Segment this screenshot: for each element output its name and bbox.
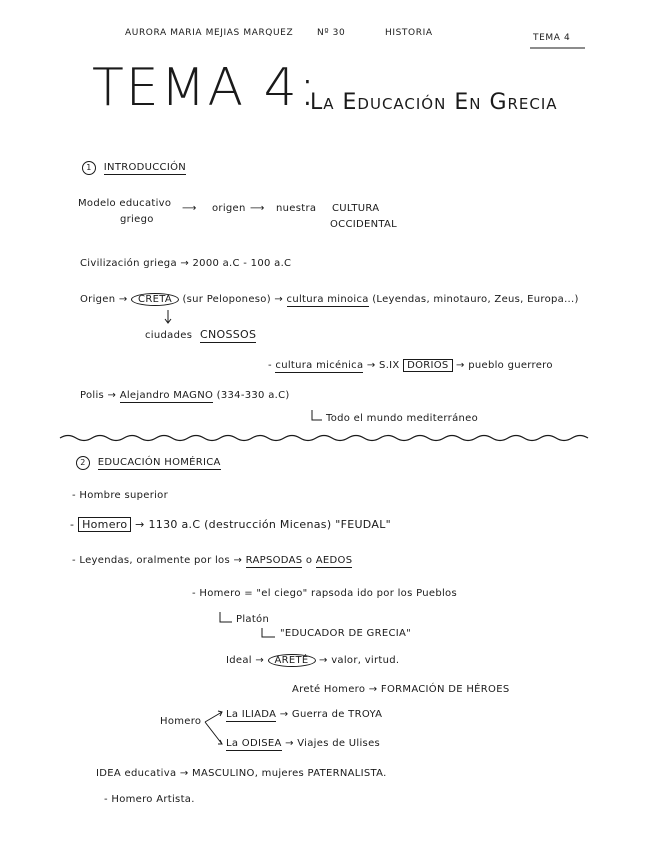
arrow: ⟶: [250, 203, 265, 214]
rapsodas: RAPSODAS: [245, 555, 303, 566]
dorios-boxed: DORIOS: [403, 359, 453, 372]
sur-peloponeso: (sur Peloponeso) →: [182, 294, 284, 305]
leyendas-note: (Leyendas, minotauro, Zeus, Europa...): [372, 294, 579, 305]
line-modelo: Modelo educativo: [78, 198, 172, 209]
section-title: INTRODUCCIÓN: [103, 162, 187, 173]
polis-hook-arrow: [312, 410, 322, 420]
line-odisea: [226, 738, 380, 749]
subject: HISTORIA: [385, 28, 433, 38]
section-number: 2: [76, 456, 90, 470]
line-iliada: [226, 709, 382, 720]
platon: Platón: [236, 614, 270, 625]
line-micenica: - cultura micénica → S.IX DORIOS → pueblo guerrero: [268, 360, 553, 371]
fechas: (334-330 a.C): [216, 390, 290, 401]
conjunction: o: [305, 555, 313, 566]
odisea: La ODISEA: [226, 738, 282, 749]
section-2-heading: [76, 455, 221, 470]
educador-hook-arrow: [262, 628, 275, 637]
homero-ciego: Homero = "el ciego" rapsoda ido por los Pueblos: [199, 588, 457, 599]
polis-label: Polis →: [80, 390, 117, 401]
homero-label: Homero: [160, 716, 202, 727]
line-homero-artista: - Homero Artista.: [104, 794, 195, 805]
page-title: TEMA 4:: [92, 58, 319, 118]
aedos: AEDOS: [315, 555, 353, 566]
creta-circled: CRETA: [131, 293, 179, 306]
cnossos: CNOSSOS: [200, 328, 257, 341]
line-ideal-arete: [226, 655, 399, 666]
line-idea-educativa: IDEA educativa → MASCULINO, mujeres PATERNALISTA.: [96, 768, 387, 779]
line-origen: origen: [212, 203, 246, 214]
platon-hook-arrow: [220, 612, 232, 622]
leyendas-oral: Leyendas, oralmente por los →: [79, 555, 243, 566]
page-subtitle: La Educación En Grecia: [310, 90, 558, 115]
hombre-superior: Hombre superior: [79, 490, 169, 501]
cultura-minoica: cultura minoica: [286, 294, 369, 305]
student-number: Nº 30: [317, 28, 346, 38]
line-hombre-superior: - Hombre superior: [72, 490, 169, 501]
section-number: 1: [82, 161, 96, 175]
line-homero-ciego: - Homero = "el ciego" rapsoda ido por los Pueblos: [192, 588, 457, 599]
ideal-label: Ideal →: [226, 655, 265, 666]
iliada: La ILIADA: [226, 709, 277, 720]
arete-circled: ARETÉ: [268, 654, 316, 667]
homero-branch-arrow: [205, 711, 222, 744]
homero-boxed: Homero: [78, 517, 131, 532]
line-cultura: CULTURA: [332, 203, 380, 214]
tema-tag: TEMA 4: [533, 33, 571, 43]
origen-label: Origen →: [80, 294, 128, 305]
line-arete-homero: Areté Homero → FORMACIÓN DE HÉROES: [292, 684, 510, 695]
line-leyendas: - Leyendas, oralmente por los → RAPSODAS o AEDOS: [72, 555, 353, 566]
section-1-heading: [82, 160, 186, 175]
cultura-micenica: cultura micénica: [275, 360, 364, 371]
line-origen-creta: [80, 294, 579, 305]
guerra-troya: → Guerra de TROYA: [279, 709, 383, 720]
section-title: EDUCACIÓN HOMÉRICA: [97, 457, 221, 468]
line-civilizacion: Civilización griega → 2000 a.C - 100 a.C: [80, 258, 292, 269]
ciudades-label: ciudades: [145, 330, 193, 341]
mediterraneo: Todo el mundo mediterráneo: [326, 413, 479, 424]
viajes-ulises: → Viajes de Ulises: [285, 738, 381, 749]
pueblo-guerrero: → pueblo guerrero: [456, 360, 553, 371]
alejandro-magno: Alejandro MAGNO: [119, 390, 214, 401]
educador-grecia: "EDUCADOR DE GRECIA": [280, 628, 412, 639]
arrow: ⟶: [182, 203, 197, 214]
creta-down-arrow: [165, 310, 171, 323]
line-homero-date: - Homero → 1130 a.C (destrucción Micenas) "FEUDAL": [70, 518, 391, 531]
homero-date: → 1130 a.C (destrucción Micenas) "FEUDAL": [135, 518, 391, 531]
author-name: AURORA MARIA MEJIAS MARQUEZ: [125, 28, 294, 38]
line-occidental: OCCIDENTAL: [330, 219, 398, 230]
line-nuestra: nuestra: [276, 203, 317, 214]
section-divider-wave: [60, 436, 588, 441]
line-griego: griego: [120, 214, 154, 225]
line-polis: [80, 390, 290, 401]
valor-virtud: → valor, virtud.: [319, 655, 400, 666]
siglo-ix: → S.IX: [366, 360, 400, 371]
